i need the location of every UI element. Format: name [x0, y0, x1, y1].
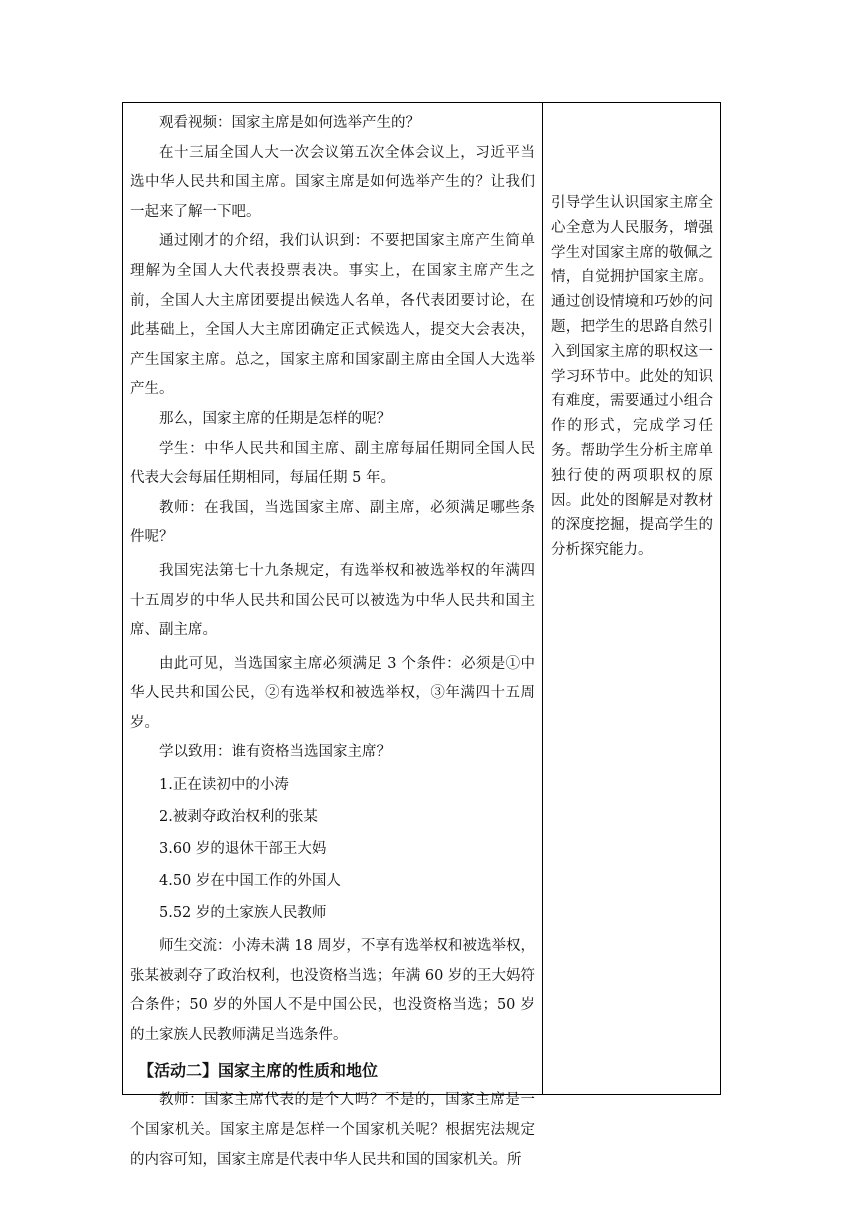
design-intent-column: 引导学生认识国家主席全心全意为人民服务，增强学生对国家主席的敬佩之情，自觉拥护国家主席。通过创设情境和巧妙的问题，把学生的思路自然引入到国家主席的职权这一学习环节中。此处的知识有难度，需要通过小组合作的形式，完成学习任务。帮助学生分析主席单独行使的两项职权的原因。此处的图解是对教材的深度挖掘，提高学生的分析探究能力。	[551, 195, 713, 559]
paragraph-term-question: 那么，国家主席的任期是怎样的呢？	[159, 410, 391, 427]
list-item: 2.被剥夺政治权利的张某	[159, 809, 318, 826]
activity-heading: 【活动二】国家主席的性质和地位	[138, 1061, 379, 1081]
paragraph-practice: 学以致用：谁有资格当选国家主席？	[159, 744, 391, 761]
paragraph-conditions: 由此可见，当选国家主席必须满足 3 个条件：必须是①中华人民共和国公民，②有选举权和被选举权，③年满四十五周岁。	[130, 655, 535, 731]
paragraph-intro: 在十三届全国人大一次会议第五次全体会议上，习近平当选中华人民共和国主席。国家主席是如何选举产生的？让我们一起来了解一下吧。	[130, 144, 535, 220]
list-item: 1.正在读初中的小涛	[159, 777, 289, 794]
column-divider	[542, 103, 543, 1094]
paragraph-video: 观看视频：国家主席是如何选举产生的？	[159, 115, 420, 131]
paragraph-discussion: 师生交流：小涛未满 18 周岁，不享有选举权和被选举权，张某被剥夺了政治权利，也没资格当选；年满 60 岁的王大妈符合条件；50 岁的外国人不是中国公民，也没资格当选；50 岁的土家族人民教师满足当选条件。	[130, 938, 535, 1043]
lesson-table	[122, 102, 721, 1168]
list-item: 5.52 岁的土家族人民教师	[159, 905, 327, 922]
list-item: 4.50 岁在中国工作的外国人	[159, 873, 341, 890]
lesson-content-column	[130, 103, 535, 1175]
paragraph-election: 通过刚才的介绍，我们认识到：不要把国家主席产生简单理解为全国人大代表投票表决。事实上，在国家主席产生之前，全国人大主席团要提出候选人名单，各代表团要讨论，在此基础上，全国人大主席团确定正式候选人，提交大会表决，产生国家主席。总之，国家主席和国家副主席由全国人大选举产生。	[130, 233, 535, 398]
list-item: 3.60 岁的退休干部王大妈	[159, 841, 327, 858]
paragraph-student-answer: 学生：中华人民共和国主席、副主席每届任期同全国人民代表大会每届任期相同，每届任期 5 年。	[130, 440, 535, 487]
paragraph-nature: 教师：国家主席代表的是个人吗？不是的，国家主席是一个国家机关。国家主席是怎样一个国家机关呢？根据宪法规定的内容可知，国家主席是代表中华人民共和国的国家机关。所	[130, 1092, 535, 1168]
paragraph-teacher-question: 教师：在我国，当选国家主席、副主席，必须满足哪些条件呢？	[130, 499, 535, 546]
paragraph-constitution: 我国宪法第七十九条规定，有选举权和被选举权的年满四十五周岁的中华人民共和国公民可以被选为中华人民共和国主席、副主席。	[130, 562, 535, 639]
